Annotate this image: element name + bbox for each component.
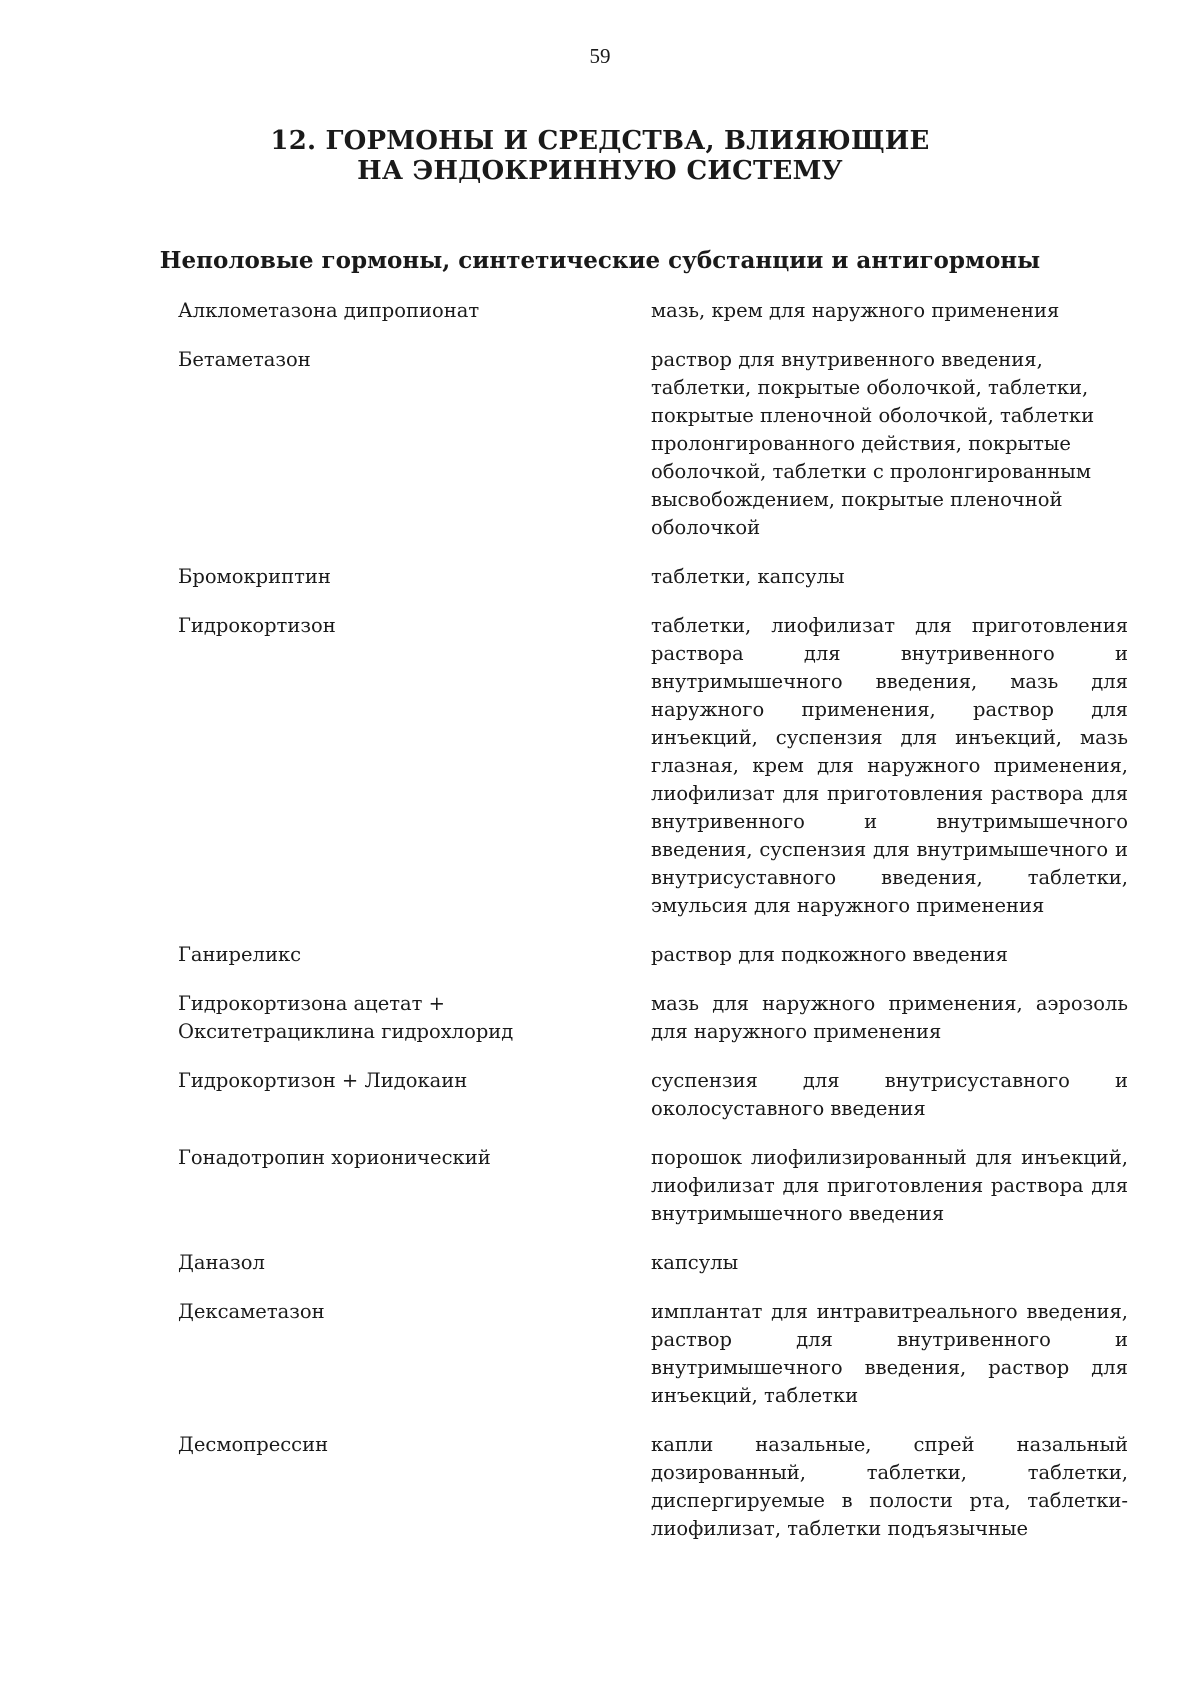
dosage-forms: раствор для внутривенного введения, таблетки, покрытые оболочкой, таблетки, покрытые пленочной оболочкой, таблетки пролонгированного действия, покрытые оболочкой, таблетки с пролонгированным высвобождением, покрытые пленочной оболочкой — [651, 348, 1095, 539]
chapter-title-line-1: 12. ГОРМОНЫ И СРЕДСТВА, ВЛИЯЮЩИЕ — [270, 126, 930, 156]
drug-name: Гидрокортизон — [178, 614, 336, 637]
dosage-forms: мазь, крем для наружного применения — [651, 299, 1060, 322]
dosage-forms: капсулы — [651, 1251, 739, 1274]
dosage-forms: таблетки, капсулы — [651, 565, 845, 588]
drug-table — [178, 297, 1128, 1564]
drug-name: Гидрокортизон + Лидокаин — [178, 1069, 468, 1092]
table-row — [178, 990, 1128, 1046]
dosage-forms: имплантат для интравитреального введения, раствор для внутривенного и внутримышечного введения, раствор для инъекций, таблетки — [651, 1300, 1128, 1407]
table-row — [178, 612, 1128, 920]
table-row — [178, 1431, 1128, 1543]
drug-name: Гонадотропин хорионический — [178, 1146, 491, 1169]
drug-name: Гидрокортизона ацетат + Окситетрациклина гидрохлорид — [178, 992, 514, 1043]
table-row — [178, 1249, 1128, 1277]
dosage-forms: порошок лиофилизированный для инъекций, лиофилизат для приготовления раствора для внутримышечного введения — [651, 1146, 1128, 1225]
table-row — [178, 1298, 1128, 1410]
chapter-title-line-2: НА ЭНДОКРИННУЮ СИСТЕМУ — [357, 156, 843, 186]
drug-name: Десмопрессин — [178, 1433, 329, 1456]
chapter-title — [0, 126, 1200, 186]
drug-name: Ганиреликс — [178, 943, 302, 966]
dosage-forms: таблетки, лиофилизат для приготовления раствора для внутривенного и внутримышечного введения, мазь для наружного применения, раствор для инъекций, суспензия для инъекций, мазь глазная, крем для наружного применения, лиофилизат для приготовления раствора для внутривенного и внутримышечного введения, суспензия для внутримышечного и внутрисуставного введения, таблетки, эмульсия для наружного применения — [651, 614, 1128, 917]
drug-name: Бетаметазон — [178, 348, 311, 371]
dosage-forms: мазь для наружного применения, аэрозоль для наружного применения — [651, 992, 1128, 1043]
dosage-forms: капли назальные, спрей назальный дозированный, таблетки, таблетки, диспергируемые в полости рта, таблетки-лиофилизат, таблетки подъязычные — [651, 1433, 1128, 1540]
drug-name: Даназол — [178, 1251, 265, 1274]
dosage-forms: суспензия для внутрисуставного и околосуставного введения — [651, 1069, 1128, 1120]
drug-name: Бромокриптин — [178, 565, 331, 588]
table-row — [178, 1067, 1128, 1123]
table-row — [178, 563, 1128, 591]
table-row — [178, 297, 1128, 325]
page-number: 59 — [589, 44, 611, 68]
table-row — [178, 346, 1128, 542]
table-row — [178, 1144, 1128, 1228]
table-row — [178, 941, 1128, 969]
dosage-forms: раствор для подкожного введения — [651, 943, 1008, 966]
drug-name: Алклометазона дипропионат — [178, 299, 480, 322]
section-title: Неполовые гормоны, синтетические субстанции и антигормоны — [159, 247, 1041, 274]
drug-name: Дексаметазон — [178, 1300, 325, 1323]
